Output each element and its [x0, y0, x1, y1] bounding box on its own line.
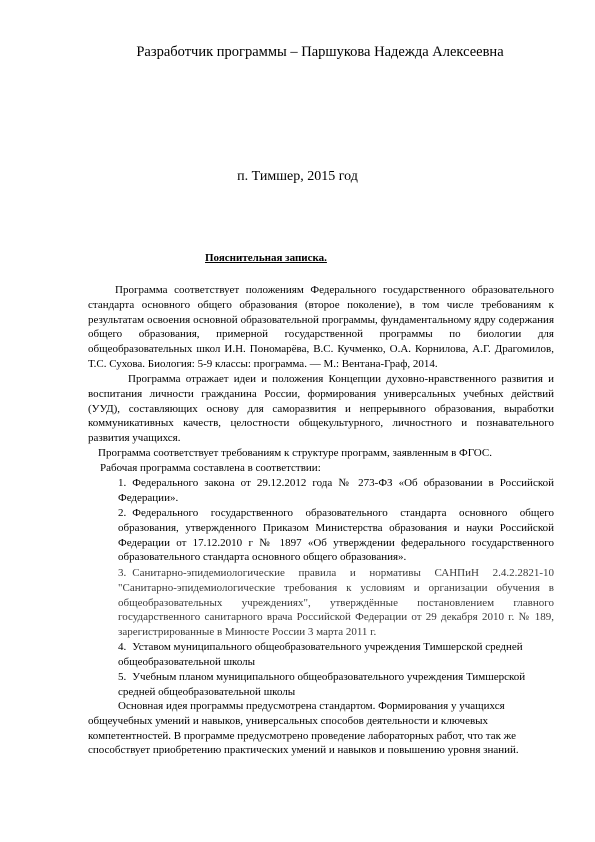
list-item-number: 3.: [118, 567, 127, 579]
paragraph-text: Программа отражает идеи и положения Концепции духовно-нравственного развития и воспитания личности гражданина России, формирования универсальных учебных действий (УУД), составляющих основу для саморазвития и непрерывного образования, выработки коммуникативных качеств, целостности общекультурного, личностного и познавательного развития учащихся.: [88, 373, 554, 445]
list-item-number: 5.: [118, 671, 127, 683]
paragraph-compiled-according: Рабочая программа составлена в соответствии:: [100, 462, 321, 474]
author-line: Разработчик программы – Паршукова Надежда Алексеевна: [136, 44, 504, 60]
list-item-number: 2.: [118, 507, 127, 519]
list-item-number: 4.: [118, 641, 127, 653]
paragraph-text: Программа соответствует положениям Федерального государственного образовательного стандарта основного общего образования (второе поколение), в том числе требованиям к результатам освоения основной образовательной программы, фундаментальному ядру содержания общего образования, примерной государственной программы по биологии для общеобразовательных школ И.Н. Пономарёва, В.С. Кучменко, О.А. Корнилова, А.Г. Драгомилов, Т.С. Сухова. Биология: 5-9 классы: программа. — М.: Вентана-Граф, 2014.: [88, 284, 554, 370]
section-heading: Пояснительная записка.: [205, 252, 327, 264]
paragraph-fgos: Программа соответствует требованиям к структуре программ, заявленным в ФГОС.: [98, 447, 492, 459]
list-item-text: Федерального государственного образовательного стандарта основного общего образования, утвержденного Приказом Министерства образования и науки Российской Федерации от 17.12.2010 г № 1897 «Об утверждении федерального государственного образовательного стандарта основного общего образования».: [118, 507, 554, 564]
place-year: п. Тимшер, 2015 год: [237, 169, 358, 184]
list-item: [118, 506, 554, 566]
list-item: [118, 670, 554, 700]
list-item: [118, 640, 554, 670]
list-item: [118, 476, 554, 506]
list-item-text: Учебным планом муниципального общеобразовательного учреждения Тимшерской средней общеобразовательной школы: [118, 671, 526, 698]
list-item: [118, 566, 554, 640]
paragraph-text: Основная идея программы предусмотрена стандартом. Формирования у учащихся общеучебных умений и навыков, универсальных способов деятельности и ключевых компетентностей. В программе предусмотрено проведение лабораторных работ, что так же способствует приобретению практических умений и навыков и повышению уровня знаний.: [88, 700, 519, 757]
list-item-text: Федерального закона от 29.12.2012 года № 273-ФЗ «Об образовании в Российской Федерации».: [118, 477, 554, 504]
list-item-text: Уставом муниципального общеобразовательного учреждения Тимшерской средней общеобразовательной школы: [118, 641, 523, 668]
list-item-text: Санитарно-эпидемиологические правила и нормативы САНПиН 2.4.2.2821-10 "Санитарно-эпидемиологические требования к условиям и организации обучения в общеобразовательных учреждениях", утверждённые постановлением главного государственного санитарного врача Российской Федерации от 29 декабря 2010 г. № 189, зарегистрированные в Минюсте России 3 марта 2011 г.: [118, 567, 554, 639]
paragraph-main-idea: [88, 699, 558, 758]
list-item-number: 1.: [118, 477, 127, 489]
paragraph-concept: [88, 372, 554, 446]
regulations-list: [118, 476, 554, 700]
paragraph-program-compliance: [88, 283, 554, 372]
